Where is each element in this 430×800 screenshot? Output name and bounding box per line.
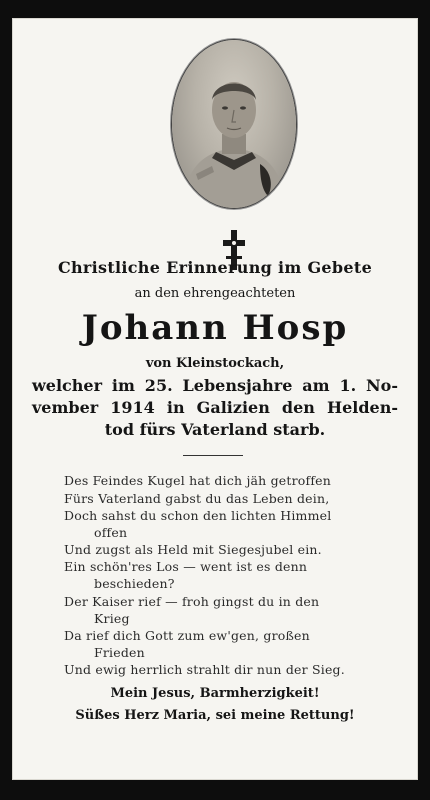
poem-line: Und zugst als Held mit Siegesjubel ein. xyxy=(64,542,322,557)
poem-line: Des Feindes Kugel hat dich jäh getroffen xyxy=(64,473,332,488)
deceased-name: Johann Hosp xyxy=(81,308,349,348)
poem-line: Ein schön'res Los — went ist es denn xyxy=(64,559,308,574)
card-heading: Christliche Erinnerung im Gebete xyxy=(57,258,373,277)
card-subheading: an den ehrengeachteten xyxy=(134,286,296,301)
soldier-portrait-image xyxy=(172,40,296,208)
deceased-origin: von Kleinstockach, xyxy=(145,356,285,371)
closing-prayer-line: Mein Jesus, Barmherzigkeit! xyxy=(110,686,320,701)
death-notice-line: welcher im 25. Lebensjahre am 1. No- xyxy=(32,376,398,395)
poem-line: Da rief dich Gott zum ew'gen, großen xyxy=(64,628,310,643)
poem-line: Doch sahst du schon den lichten Himmel xyxy=(64,508,332,523)
death-notice-line: tod fürs Vaterland starb. xyxy=(104,420,326,439)
poem-line: Der Kaiser rief — froh gingst du in den xyxy=(64,594,320,609)
divider-line xyxy=(183,455,243,456)
poem-line: Und ewig herrlich strahlt dir nun der Sieg. xyxy=(64,662,345,677)
poem-line: Krieg xyxy=(94,611,130,626)
poem-line: Fürs Vaterland gabst du das Leben dein, xyxy=(64,491,330,506)
death-notice-line: vember 1914 in Galizien den Helden- xyxy=(32,398,398,417)
poem-line: beschieden? xyxy=(94,576,175,591)
memorial-card xyxy=(12,18,418,780)
portrait-photo xyxy=(172,40,296,208)
poem-line: Frieden xyxy=(94,645,145,660)
closing-prayer-line: Süßes Herz Maria, sei meine Rettung! xyxy=(75,708,355,723)
poem-line: offen xyxy=(94,525,128,540)
